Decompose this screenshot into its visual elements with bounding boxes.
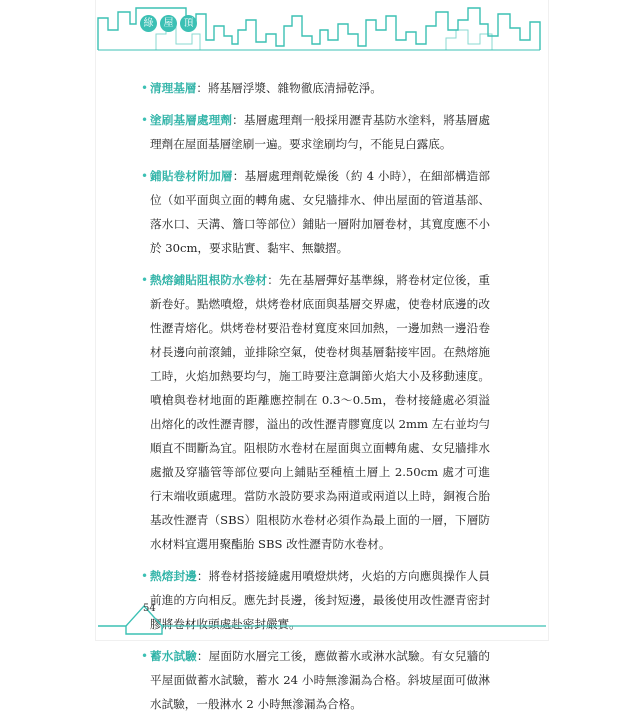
term-label: 鋪貼卷材附加層 xyxy=(150,169,233,183)
paragraph xyxy=(150,644,490,716)
term-label: 熱熔封邊 xyxy=(150,569,197,583)
dot-icon: • xyxy=(141,569,149,583)
paragraph xyxy=(150,108,490,156)
list-item xyxy=(141,76,490,100)
paragraph-text: ：將卷材搭接縫處用噴燈烘烤，火焰的方向應與操作人員前進的方向相反。應先封長邊，後封短邊，最後使用改性瀝青密封膠將卷材收頭處赴密封嚴實。 xyxy=(150,569,490,631)
list-item xyxy=(141,108,490,156)
term-label: 清理基層 xyxy=(150,81,197,95)
paragraph-text: ：基層處理劑一般採用瀝青基防水塗料，將基層處理劑在屋面基層塗刷一遍。要求塗刷均勻，不能見白露底。 xyxy=(150,113,490,151)
badge-char: 頂 xyxy=(180,15,197,32)
chapter-badge xyxy=(140,15,197,37)
paragraph-text: ：將基層浮漿、雜物徹底清掃乾淨。 xyxy=(196,81,382,95)
term-label: 塗刷基層處理劑 xyxy=(150,113,233,127)
house-outline-icon xyxy=(96,588,548,640)
paragraph-text: ：屋面防水層完工後，應做蓄水或淋水試驗。有女兒牆的平屋面做蓄水試驗，蓄水 24 小時無滲漏為合格。斜坡屋面可做淋水試驗，一般淋水 2 小時無滲漏為合格。 xyxy=(150,649,490,711)
list-item xyxy=(141,164,490,260)
badge-char: 屋 xyxy=(160,15,177,32)
paragraph xyxy=(150,268,490,556)
dot-icon: • xyxy=(141,649,149,663)
paragraph xyxy=(150,76,490,100)
dot-icon: • xyxy=(141,81,149,95)
paragraph-text: ：先在基層彈好基準線，將卷材定位後，重新卷好。點燃噴燈，烘烤卷材底面與基層交界處，使卷材底邊的改性瀝青熔化。烘烤卷材要沿卷材寬度來回加熱，一邊加熱一邊沿卷材長邊向前滾鋪，並排除空氣，使卷材與基層黏接牢固。在熱熔施工時，火焰加熱要均勻，施工時要注意調節火焰大小及移動速度。噴槍與卷材地面的距離應控制在 0.3～0.5m，卷材接縫處必須溢出熔化的改性瀝青膠，溢出的改性瀝青膠寬度以 2mm 左右並均勻順直不間斷為宜。阻根防水卷材在屋面與立面轉角處、女兒牆排水處撤及穿牆管等部位要向上鋪貼至種植土層上 2.50cm 處才可進行末端收頭處理。當防水設防要求為兩道或兩道以上時，銅複合胎基改性瀝青（SBS）阻根防水卷材必須作為最上面的一層，下層防水材料宜選用聚酯胎 SBS 改性瀝青防水卷材。 xyxy=(150,273,490,551)
term-label: 熱熔鋪貼阻根防水卷材 xyxy=(150,273,268,287)
paragraph xyxy=(150,164,490,260)
dot-icon: • xyxy=(141,273,149,287)
list-item xyxy=(141,644,490,716)
list-item xyxy=(141,268,490,556)
page-number: 54 xyxy=(143,603,156,614)
paragraph-text: ：基層處理劑乾燥後（約 4 小時），在細部構造部位（如平面與立面的轉角處、女兒牆排水、伸出屋面的管道基部、落水口、天溝、簷口等部位）鋪貼一層附加層卷材，其寬度應不小於 30cm，要求貼實、黏牢、無皺摺。 xyxy=(150,169,490,255)
term-label: 蓄水試驗 xyxy=(150,649,197,663)
dot-icon: • xyxy=(141,169,149,183)
dot-icon: • xyxy=(141,113,149,127)
badge-char: 綠 xyxy=(140,15,157,32)
